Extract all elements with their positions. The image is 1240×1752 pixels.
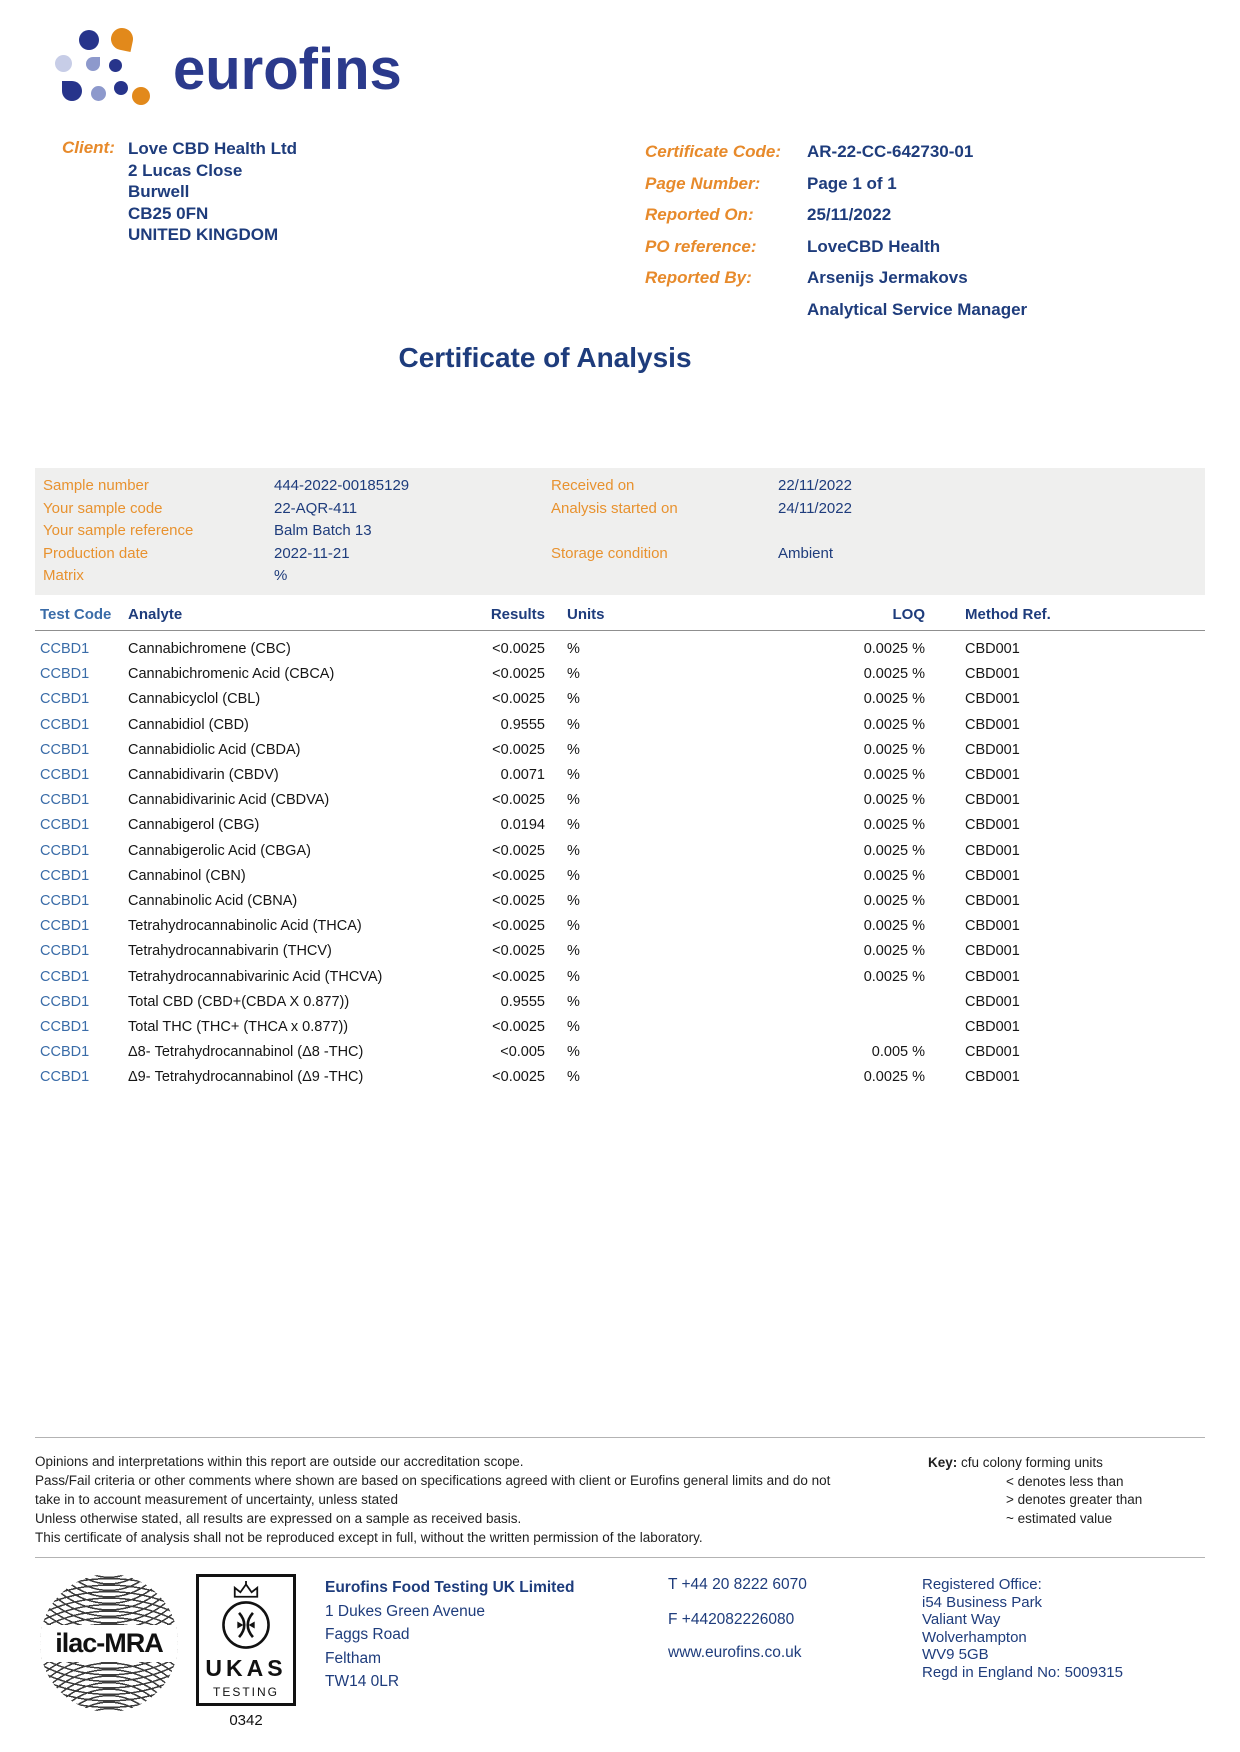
cell-analyte: Cannabidivarinic Acid (CBDVA) (128, 792, 330, 809)
sample-label (551, 565, 778, 588)
table-row (35, 713, 1205, 738)
logo-dot (55, 55, 72, 72)
cell-result: <0.0025 (492, 1019, 545, 1036)
meta-value: LoveCBD Health (807, 236, 941, 256)
cell-units: % (567, 1069, 580, 1086)
header-analyte: Analyte (128, 606, 183, 623)
company-address-line: TW14 0LR (325, 1673, 400, 1690)
cell-test-code: CCBD1 (40, 641, 90, 657)
table-row (35, 813, 1205, 838)
sample-label: Storage condition (551, 544, 668, 562)
sample-info-panel (35, 468, 1205, 595)
cell-analyte: Cannabichromenic Acid (CBCA) (128, 666, 335, 683)
cell-test-code: CCBD1 (40, 792, 90, 809)
sample-value: Balm Batch 13 (274, 522, 372, 539)
cell-test-code: CCBD1 (40, 741, 90, 758)
ilac-mra-logo-icon (40, 1574, 178, 1712)
certificate-meta-row (645, 262, 1027, 294)
cell-method-ref: CBD001 (965, 716, 1020, 733)
cell-analyte: Cannabidivarin (CBDV) (128, 767, 279, 784)
table-row (35, 939, 1205, 964)
cell-loq: 0.0025 % (863, 741, 925, 758)
page-title: Certificate of Analysis (398, 342, 692, 373)
cell-method-ref: CBD001 (965, 817, 1020, 834)
meta-value: AR-22-CC-642730-01 (807, 142, 974, 161)
eurofins-logo-icon (55, 28, 157, 112)
cell-test-code: CCBD1 (40, 817, 90, 834)
cell-method-ref: CBD001 (965, 867, 1020, 884)
registered-office-line: Wolverhampton (922, 1628, 1027, 1646)
sample-label: Your sample reference (43, 522, 194, 539)
logo-dot (109, 59, 122, 72)
meta-value: Arsenijs Jermakovs (807, 268, 968, 287)
cell-method-ref: CBD001 (965, 842, 1020, 859)
sample-value: % (274, 567, 288, 584)
cell-result: <0.0025 (492, 842, 545, 859)
cell-loq: 0.0025 % (863, 1069, 925, 1086)
key-line: ~ estimated value (1006, 1510, 1113, 1526)
cell-units: % (567, 968, 580, 985)
logo-dot (62, 81, 82, 101)
key-lines (1006, 1473, 1142, 1529)
cell-test-code: CCBD1 (40, 918, 90, 935)
cell-units: % (567, 893, 580, 910)
cell-result: 0.9555 (500, 716, 545, 733)
table-row (35, 1040, 1205, 1065)
cell-loq: 0.0025 % (863, 767, 925, 784)
registered-office-line: Valiant Way (922, 1611, 1001, 1628)
cell-loq: 0.0025 % (863, 666, 925, 683)
cell-result: <0.0025 (492, 691, 545, 708)
sample-label: Matrix (43, 567, 84, 584)
registered-office-line: Registered Office: (922, 1576, 1042, 1593)
cell-result: <0.0025 (492, 918, 545, 935)
client-address (128, 138, 297, 246)
cell-method-ref: CBD001 (965, 691, 1020, 708)
client-address-line: 2 Lucas Close (128, 160, 243, 180)
meta-label: Reported On: (645, 205, 754, 224)
company-address-line: Feltham (325, 1649, 381, 1667)
cell-method-ref: CBD001 (965, 1019, 1020, 1036)
cell-units: % (567, 741, 580, 758)
key-line: > denotes greater than (1006, 1492, 1143, 1507)
meta-label: Page Number: (645, 173, 761, 193)
table-row (35, 864, 1205, 889)
logo-dot (109, 26, 135, 52)
logo-dot (114, 81, 128, 95)
disclaimer (35, 1452, 845, 1547)
cell-method-ref: CBD001 (965, 767, 1020, 784)
cell-analyte: Total THC (THC+ (THCA x 0.877)) (128, 1019, 349, 1036)
table-row (35, 965, 1205, 990)
cell-method-ref: CBD001 (965, 792, 1020, 809)
cell-result: <0.0025 (492, 641, 545, 657)
cell-test-code: CCBD1 (40, 691, 90, 708)
results-table-header (35, 600, 1205, 631)
cell-analyte: Cannabicyclol (CBL) (128, 691, 261, 708)
table-row (35, 839, 1205, 864)
cell-units: % (567, 867, 580, 884)
disclaimer-line: Opinions and interpretations within this report are outside our accreditation scope. (35, 1454, 524, 1469)
cell-analyte: Cannabidiolic Acid (CBDA) (128, 741, 301, 758)
cell-analyte: Cannabigerolic Acid (CBGA) (128, 842, 311, 859)
disclaimer-line: take in to account measurement of uncertainty, unless stated (35, 1492, 398, 1507)
logo-dot (132, 87, 150, 105)
cell-units: % (567, 1044, 580, 1061)
cell-result: <0.0025 (492, 968, 545, 985)
cell-test-code: CCBD1 (40, 968, 90, 985)
cell-loq: 0.0025 % (863, 641, 925, 657)
sample-value: 22-AQR-411 (274, 499, 358, 517)
cell-method-ref: CBD001 (965, 741, 1020, 758)
table-row (35, 637, 1205, 662)
client-block (62, 138, 297, 246)
certificate-meta-row (645, 199, 1027, 231)
ukas-accreditation-number: 0342 (229, 1712, 263, 1729)
cell-method-ref: CBD001 (965, 943, 1020, 960)
cell-method-ref: CBD001 (965, 641, 1020, 657)
cell-analyte: Cannabigerol (CBG) (128, 817, 260, 834)
registered-office-line: WV9 5GB (922, 1646, 989, 1663)
client-address-line: Burwell (128, 182, 190, 201)
logo-dot (91, 86, 106, 101)
header-method-ref: Method Ref. (965, 606, 1051, 623)
cell-units: % (567, 691, 580, 708)
certificate-meta-row (645, 231, 1027, 263)
cell-test-code: CCBD1 (40, 893, 90, 910)
sample-value: 2022-11-21 (274, 544, 350, 562)
key-label: Key: (928, 1455, 958, 1470)
cell-method-ref: CBD001 (965, 993, 1020, 1010)
certificate-meta-row (645, 136, 1027, 168)
table-row (35, 687, 1205, 712)
sample-value: 24/11/2022 (778, 499, 852, 517)
registered-office-line: i54 Business Park (922, 1593, 1043, 1611)
table-row (35, 662, 1205, 687)
certificate-meta-row (645, 168, 1027, 200)
table-row (35, 990, 1205, 1015)
results-table-body (35, 637, 1205, 1091)
cell-result: <0.0025 (492, 1069, 545, 1086)
key-cfu-text: cfu colony forming units (961, 1455, 1103, 1470)
reporter-title: Analytical Service Manager (807, 299, 1028, 319)
company-address-line: Faggs Road (325, 1626, 410, 1643)
cell-method-ref: CBD001 (965, 918, 1020, 935)
key-legend (928, 1454, 1142, 1528)
reporter-title-row (645, 294, 1027, 326)
cell-test-code: CCBD1 (40, 1019, 90, 1036)
cell-analyte: Cannabidiol (CBD) (128, 716, 249, 733)
cell-method-ref: CBD001 (965, 666, 1020, 683)
table-row (35, 738, 1205, 763)
cell-loq: 0.0025 % (863, 918, 925, 935)
cell-test-code: CCBD1 (40, 842, 90, 859)
cell-analyte: Cannabinolic Acid (CBNA) (128, 893, 298, 910)
cell-loq: 0.005 % (871, 1044, 925, 1061)
ilac-mra-text: ilac-MRA (40, 1625, 178, 1662)
eurofins-logo-text: eurofins (173, 37, 402, 102)
sample-value (778, 565, 1205, 588)
ukas-mark-icon (220, 1599, 272, 1651)
cell-units: % (567, 792, 580, 809)
meta-label: Certificate Code: (645, 142, 782, 161)
sample-label (551, 520, 778, 543)
ukas-text: UKAS (205, 1655, 287, 1681)
logo-dot (79, 30, 99, 50)
sample-value: 22/11/2022 (778, 477, 852, 494)
cell-loq (695, 1015, 925, 1040)
registered-office (922, 1576, 1123, 1681)
company-address-line: 1 Dukes Green Avenue (325, 1602, 485, 1620)
cell-loq: 0.0025 % (863, 716, 925, 733)
meta-value: Page 1 of 1 (807, 173, 897, 193)
cell-units: % (567, 842, 580, 859)
logo-dot (86, 57, 100, 71)
meta-label-spacer (645, 294, 807, 326)
sample-label: Your sample code (43, 499, 163, 517)
cell-loq: 0.0025 % (863, 817, 925, 834)
table-row (35, 914, 1205, 939)
cell-analyte: Cannabichromene (CBC) (128, 641, 291, 657)
cell-method-ref: CBD001 (965, 968, 1020, 985)
header-results: Results (490, 606, 545, 623)
cell-analyte: Total CBD (CBD+(CBDA X 0.877)) (128, 993, 350, 1010)
cell-result: <0.005 (500, 1044, 545, 1061)
cell-units: % (567, 918, 580, 935)
cell-test-code: CCBD1 (40, 716, 90, 733)
website-url: www.eurofins.co.uk (668, 1644, 802, 1661)
cell-test-code: CCBD1 (40, 767, 90, 784)
sample-label: Received on (551, 477, 635, 494)
contact-block (668, 1576, 807, 1662)
table-row (35, 1015, 1205, 1040)
table-row (35, 763, 1205, 788)
cell-result: <0.0025 (492, 893, 545, 910)
certificate-meta (645, 136, 1027, 325)
cell-test-code: CCBD1 (40, 1044, 90, 1061)
phone-number: T +44 20 8222 6070 (668, 1576, 807, 1593)
table-row (35, 1065, 1205, 1090)
cell-analyte: Δ9- Tetrahydrocannabinol (Δ9 -THC) (128, 1069, 364, 1086)
disclaimer-line: This certificate of analysis shall not be reproduced except in full, without the written permission of the laboratory. (35, 1530, 703, 1545)
cell-loq: 0.0025 % (863, 792, 925, 809)
eurofins-logo (55, 28, 402, 112)
cell-units: % (567, 943, 580, 960)
sample-label: Production date (43, 544, 149, 562)
cell-result: <0.0025 (492, 792, 545, 809)
sample-value (778, 520, 1205, 543)
cell-units: % (567, 666, 580, 683)
company-name: Eurofins Food Testing UK Limited (325, 1579, 575, 1596)
meta-label: PO reference: (645, 236, 757, 256)
disclaimer-line: Pass/Fail criteria or other comments where shown are based on specifications agreed with client or Eurofins general limits and do not (35, 1473, 831, 1488)
cell-test-code: CCBD1 (40, 666, 90, 683)
cell-analyte: Tetrahydrocannabivarinic Acid (THCVA) (128, 968, 383, 985)
cell-units: % (567, 641, 580, 657)
cell-method-ref: CBD001 (965, 1044, 1020, 1061)
cell-method-ref: CBD001 (965, 1069, 1020, 1086)
footer (35, 1557, 1205, 1743)
header-loq: LOQ (892, 606, 925, 623)
key-first-line (928, 1454, 1142, 1473)
ukas-logo-icon (196, 1574, 296, 1706)
cell-loq: 0.0025 % (863, 893, 925, 910)
cell-units: % (567, 817, 580, 834)
cell-analyte: Tetrahydrocannabinolic Acid (THCA) (128, 918, 362, 935)
cell-units: % (567, 716, 580, 733)
ukas-logo (196, 1574, 296, 1729)
meta-label: Reported By: (645, 268, 752, 287)
client-address-line: CB25 0FN (128, 203, 209, 223)
key-line: < denotes less than (1006, 1473, 1124, 1489)
table-row (35, 889, 1205, 914)
fax-number: F +442082226080 (668, 1611, 795, 1628)
cell-result: <0.0025 (492, 867, 545, 884)
cell-method-ref: CBD001 (965, 893, 1020, 910)
ukas-testing-text: TESTING (212, 1685, 279, 1699)
cell-units: % (567, 993, 580, 1010)
sample-label: Sample number (43, 477, 149, 494)
cell-result: <0.0025 (492, 741, 545, 758)
cell-result: 0.9555 (500, 993, 545, 1010)
cell-result: 0.0194 (500, 817, 545, 834)
cell-result: <0.0025 (492, 943, 545, 960)
cell-test-code: CCBD1 (40, 1069, 90, 1086)
crown-icon (231, 1581, 261, 1599)
cell-result: <0.0025 (492, 666, 545, 683)
registered-office-line: Regd in England No: 5009315 (922, 1663, 1123, 1681)
sample-label: Analysis started on (551, 499, 678, 517)
cell-units: % (567, 767, 580, 784)
disclaimer-line: Unless otherwise stated, all results are expressed on a sample as received basis. (35, 1511, 522, 1526)
cell-loq: 0.0025 % (863, 968, 925, 985)
cell-test-code: CCBD1 (40, 867, 90, 884)
company-address (325, 1600, 574, 1694)
client-name: Love CBD Health Ltd (128, 139, 298, 158)
cell-loq: 0.0025 % (863, 842, 925, 859)
cell-loq: 0.0025 % (863, 867, 925, 884)
table-row (35, 788, 1205, 813)
sample-value: 444-2022-00185129 (274, 477, 410, 494)
client-address-line: UNITED KINGDOM (128, 225, 279, 244)
cell-test-code: CCBD1 (40, 943, 90, 960)
cell-analyte: Tetrahydrocannabivarin (THCV) (128, 943, 332, 960)
accreditation-logos (40, 1574, 296, 1729)
cell-loq: 0.0025 % (863, 943, 925, 960)
client-label: Client: (62, 138, 115, 157)
cell-analyte: Cannabinol (CBN) (128, 867, 246, 884)
cell-result: 0.0071 (500, 767, 545, 784)
company-block (325, 1576, 574, 1694)
cell-analyte: Δ8- Tetrahydrocannabinol (Δ8 -THC) (128, 1044, 364, 1061)
cell-loq (695, 990, 925, 1015)
header-units: Units (567, 606, 605, 623)
disclaimer-section (35, 1437, 1205, 1547)
cell-loq: 0.0025 % (863, 691, 925, 708)
cell-test-code: CCBD1 (40, 993, 90, 1010)
cell-units: % (567, 1019, 580, 1036)
meta-value: 25/11/2022 (807, 205, 892, 224)
sample-value: Ambient (778, 544, 834, 562)
results-table (35, 600, 1205, 1091)
header-test-code: Test Code (40, 606, 112, 623)
